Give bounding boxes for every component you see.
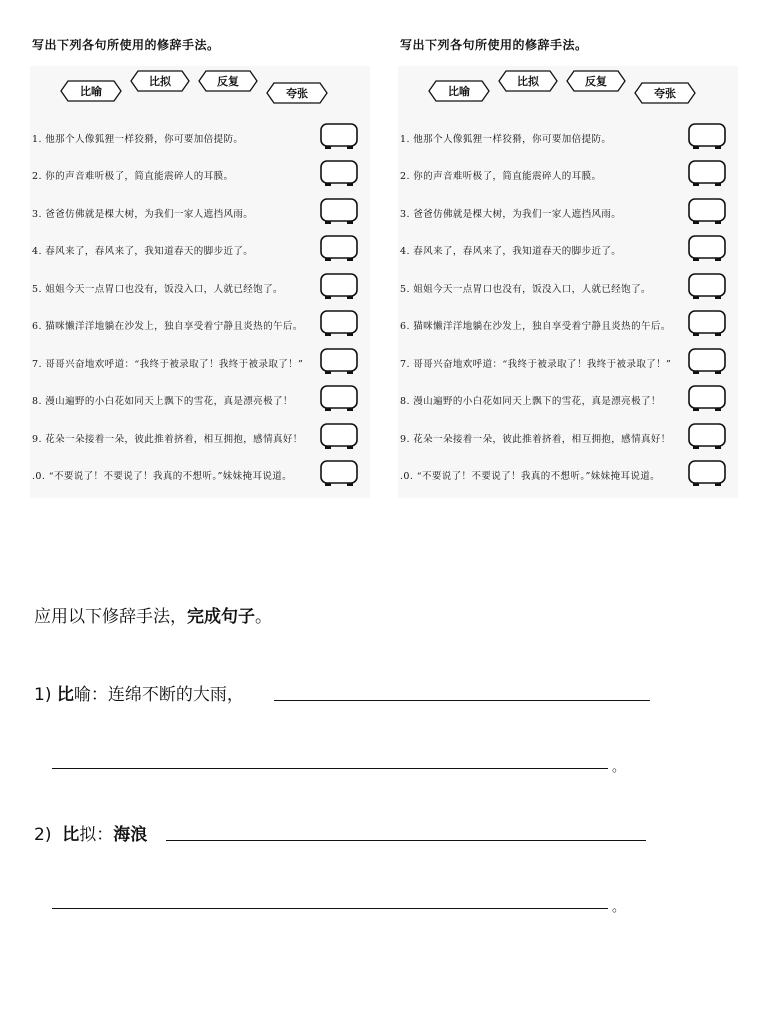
list-item: 9. 花朵一朵接着一朵，彼此推着挤着，相互拥抱，感情真好！ bbox=[400, 422, 738, 452]
tag-personification: 比拟 bbox=[498, 70, 558, 92]
answer-box[interactable] bbox=[319, 347, 359, 375]
list-item: 5. 姐姐今天一点胃口也没有，饭没入口，人就已经饱了。 bbox=[400, 272, 738, 302]
question-2: 2) 比拟：海浪 bbox=[34, 825, 148, 845]
list-item: 9. 花朵一朵接着一朵，彼此推着挤着，相互拥抱，感情真好！ bbox=[32, 422, 370, 452]
instruction: 应用以下修辞手法，完成句子。 bbox=[34, 607, 272, 627]
answer-box[interactable] bbox=[687, 459, 727, 487]
answer-box[interactable] bbox=[687, 384, 727, 412]
question-1: 1) 比喻：连绵不断的大雨， bbox=[34, 685, 244, 705]
tag-repetition: 反复 bbox=[566, 70, 626, 92]
answer-box[interactable] bbox=[687, 347, 727, 375]
answer-box[interactable] bbox=[319, 422, 359, 450]
list-item: 5. 姐姐今天一点胃口也没有，饭没入口，人就已经饱了。 bbox=[32, 272, 370, 302]
answer-box[interactable] bbox=[687, 422, 727, 450]
answer-box[interactable] bbox=[319, 384, 359, 412]
list-item: 8. 漫山遍野的小白花如同天上飘下的雪花，真是漂亮极了！ bbox=[400, 384, 738, 414]
answer-line[interactable] bbox=[274, 700, 650, 701]
tag-repetition: 反复 bbox=[198, 70, 258, 92]
answer-box[interactable] bbox=[687, 234, 727, 262]
answer-box[interactable] bbox=[319, 122, 359, 150]
list-item: 2. 你的声音难听极了，简直能震碎人的耳膜。 bbox=[400, 159, 738, 189]
answer-box[interactable] bbox=[687, 159, 727, 187]
tag-simile: 比喻 bbox=[60, 80, 122, 102]
list-item: 3. 爸爸仿佛就是棵大树，为我们一家人遮挡风雨。 bbox=[32, 197, 370, 227]
worksheet-panel-left bbox=[30, 30, 370, 500]
answer-box[interactable] bbox=[319, 159, 359, 187]
list-item: 6. 猫咪懒洋洋地躺在沙发上，独自享受着宁静且炎热的午后。 bbox=[400, 309, 738, 339]
list-item: 2. 你的声音难听极了，简直能震碎人的耳膜。 bbox=[32, 159, 370, 189]
list-item: 8. 漫山遍野的小白花如同天上飘下的雪花，真是漂亮极了！ bbox=[32, 384, 370, 414]
list-item: 7. 哥哥兴奋地欢呼道：“我终于被录取了！我终于被录取了！” bbox=[400, 347, 738, 377]
answer-box[interactable] bbox=[319, 272, 359, 300]
answer-box[interactable] bbox=[319, 234, 359, 262]
list-item: 1. 他那个人像狐狸一样狡猾，你可要加倍提防。 bbox=[400, 122, 738, 152]
tag-hyperbole: 夸张 bbox=[634, 82, 696, 104]
list-item: 4. 春风来了，春风来了，我知道春天的脚步近了。 bbox=[32, 234, 370, 264]
list-item: 6. 猫咪懒洋洋地躺在沙发上，独自享受着宁静且炎热的午后。 bbox=[32, 309, 370, 339]
answer-box[interactable] bbox=[319, 197, 359, 225]
list-item: 4. 春风来了，春风来了，我知道春天的脚步近了。 bbox=[400, 234, 738, 264]
worksheet-title: 写出下列各句所使用的修辞手法。 bbox=[400, 38, 588, 52]
list-item: 3. 爸爸仿佛就是棵大树，为我们一家人遮挡风雨。 bbox=[400, 197, 738, 227]
tag-hyperbole: 夸张 bbox=[266, 82, 328, 104]
worksheet-title: 写出下列各句所使用的修辞手法。 bbox=[32, 38, 220, 52]
tag-simile: 比喻 bbox=[428, 80, 490, 102]
list-item: .0. “不要说了！不要说了！我真的不想听。”妹妹掩耳说道。 bbox=[32, 459, 370, 489]
tag-personification: 比拟 bbox=[130, 70, 190, 92]
answer-box[interactable] bbox=[687, 122, 727, 150]
list-item: 1. 他那个人像狐狸一样狡猾，你可要加倍提防。 bbox=[32, 122, 370, 152]
period-mark: 。 bbox=[612, 760, 626, 775]
answer-line[interactable] bbox=[166, 840, 646, 841]
answer-line[interactable] bbox=[52, 908, 608, 909]
worksheet-panel-right bbox=[398, 30, 738, 500]
answer-box[interactable] bbox=[319, 309, 359, 337]
list-item: 7. 哥哥兴奋地欢呼道：“我终于被录取了！我终于被录取了！” bbox=[32, 347, 370, 377]
answer-box[interactable] bbox=[319, 459, 359, 487]
period-mark: 。 bbox=[612, 900, 626, 915]
list-item: .0. “不要说了！不要说了！我真的不想听。”妹妹掩耳说道。 bbox=[400, 459, 738, 489]
answer-box[interactable] bbox=[687, 309, 727, 337]
answer-line[interactable] bbox=[52, 768, 608, 769]
answer-box[interactable] bbox=[687, 197, 727, 225]
answer-box[interactable] bbox=[687, 272, 727, 300]
